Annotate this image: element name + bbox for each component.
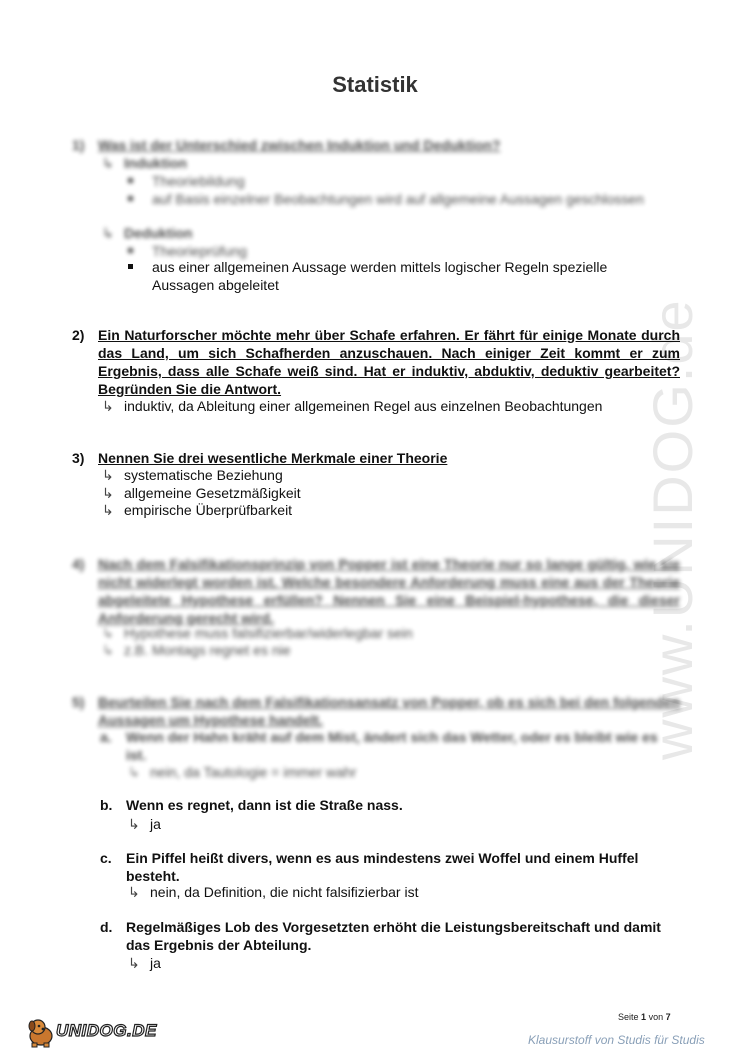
arrow-icon: ↳ (102, 467, 114, 483)
list-item: auf Basis einzelner Beobachtungen wird auf allgemeine Aussagen geschlossen (128, 190, 644, 208)
question-4 (72, 555, 680, 627)
page-number: Seite 1 von 7 (618, 1012, 671, 1022)
question-1 (72, 136, 680, 154)
arrow-icon: ↳ (102, 398, 114, 414)
question-text: Ein Naturforscher möchte mehr über Schafe erfahren. Er fährt für einige Monate durch das Land, um sich Schafherden anzuschauen. Nach einiger Zeit kommt er zum Ergebnis, dass alle Schafe weiß sind. Hat er induktiv, abduktiv, deduktiv gearbeitet? Begründen Sie die Antwort. (98, 327, 680, 397)
answer (102, 624, 413, 642)
bullet-icon (128, 196, 133, 201)
question-number: 5) (72, 694, 85, 710)
answer-text: empirische Überprüfbarkeit (124, 502, 293, 518)
list-item: Theoriebildung (128, 172, 245, 190)
arrow-icon: ↳ (128, 816, 140, 832)
footer-tagline: Klausurstoff von Studis für Studis (528, 1033, 705, 1047)
answer: ↳ ja (128, 955, 161, 971)
question-text: Was ist der Unterschied zwischen Induktion und Deduktion? (98, 137, 501, 153)
arrow-icon: ↳ (128, 884, 140, 900)
list-item: aus einer allgemeinen Aussage werden mittels logischer Regeln spezielle Aussagen abgeleitet (128, 258, 668, 294)
answer-text: allgemeine Gesetzmäßigkeit (124, 485, 301, 501)
answer-text: z.B. Montags regnet es nie (124, 642, 291, 658)
answer (102, 484, 301, 502)
question-number: 4) (72, 556, 85, 572)
question-3 (72, 449, 680, 467)
sub-question-b: b. Wenn es regnet, dann ist die Straße nass. (100, 797, 403, 813)
question-number: 3) (72, 450, 85, 466)
answer (102, 501, 292, 519)
arrow-icon: ↳ (102, 502, 114, 518)
question-5 (72, 693, 680, 729)
answer (102, 641, 291, 659)
unidog-logo (24, 1015, 157, 1051)
arrow-icon: ↳ (102, 225, 114, 241)
arrow-icon: ↳ (128, 955, 140, 971)
list-item: Theorieprüfung (128, 242, 247, 260)
dog-icon (24, 1015, 58, 1049)
answer (102, 397, 602, 415)
question-text: Nach dem Falsifikationsprinzip von Popper ist eine Theorie nur so lange gültig, wie sie nicht widerlegt worden ist. Welche besondere Anforderung muss eine aus der Theorie abgeleitete Hypothese erfüllen? Nennen Sie eine Beispiel-hypothese, die dieser Anforderung gerecht wird. (98, 556, 680, 626)
arrow-icon: ↳ (128, 764, 140, 780)
sub-question-d: d. Regelmäßiges Lob des Vorgesetzten erhöht die Leistungsbereitschaft und damit das Ergebnis der Abteilung. (100, 919, 661, 953)
answer-text: induktiv, da Ableitung einer allgemeinen Regel aus einzelnen Beobachtungen (124, 398, 603, 414)
question-2 (72, 326, 680, 398)
induktion-label: ↳ Induktion (102, 155, 187, 171)
logo-text: UNIDOG.DE (56, 1021, 157, 1040)
question-text: Nennen Sie drei wesentliche Merkmale einer Theorie (98, 450, 448, 466)
page-title: Statistik (332, 72, 418, 97)
bullet-icon (128, 178, 133, 183)
watermark: www.UNIDOG.de (641, 298, 704, 760)
question-number: 2) (72, 327, 85, 343)
arrow-icon: ↳ (102, 485, 114, 501)
question-number: 1) (72, 137, 85, 153)
bullet-icon (128, 264, 133, 269)
answer: ↳ nein, da Definition, die nicht falsifizierbar ist (128, 884, 419, 900)
sub-question-a: a. Wenn der Hahn kräht auf dem Mist, ändert sich das Wetter, oder es bleibt wie es ist. (100, 729, 658, 763)
answer: ↳ nein, da Tautologie = immer wahr (128, 764, 357, 780)
bullet-icon (128, 248, 133, 253)
deduktion-label: ↳ Deduktion (102, 225, 193, 241)
answer-text: Hypothese muss falsifizierbar/widerlegbar sein (124, 625, 413, 641)
question-text: Beurteilen Sie nach dem Falsifikationsansatz von Popper, ob es sich bei den folgenden Aussagen um Hypothese handelt. (98, 694, 680, 728)
arrow-icon: ↳ (102, 155, 114, 171)
sub-question-c: c. Ein Piffel heißt divers, wenn es aus mindestens zwei Woffel und einem Huffel besteht. (100, 850, 639, 884)
arrow-icon: ↳ (102, 642, 114, 658)
answer: ↳ ja (128, 816, 161, 832)
answer-text: systematische Beziehung (124, 467, 283, 483)
answer (102, 466, 283, 484)
arrow-icon: ↳ (102, 625, 114, 641)
